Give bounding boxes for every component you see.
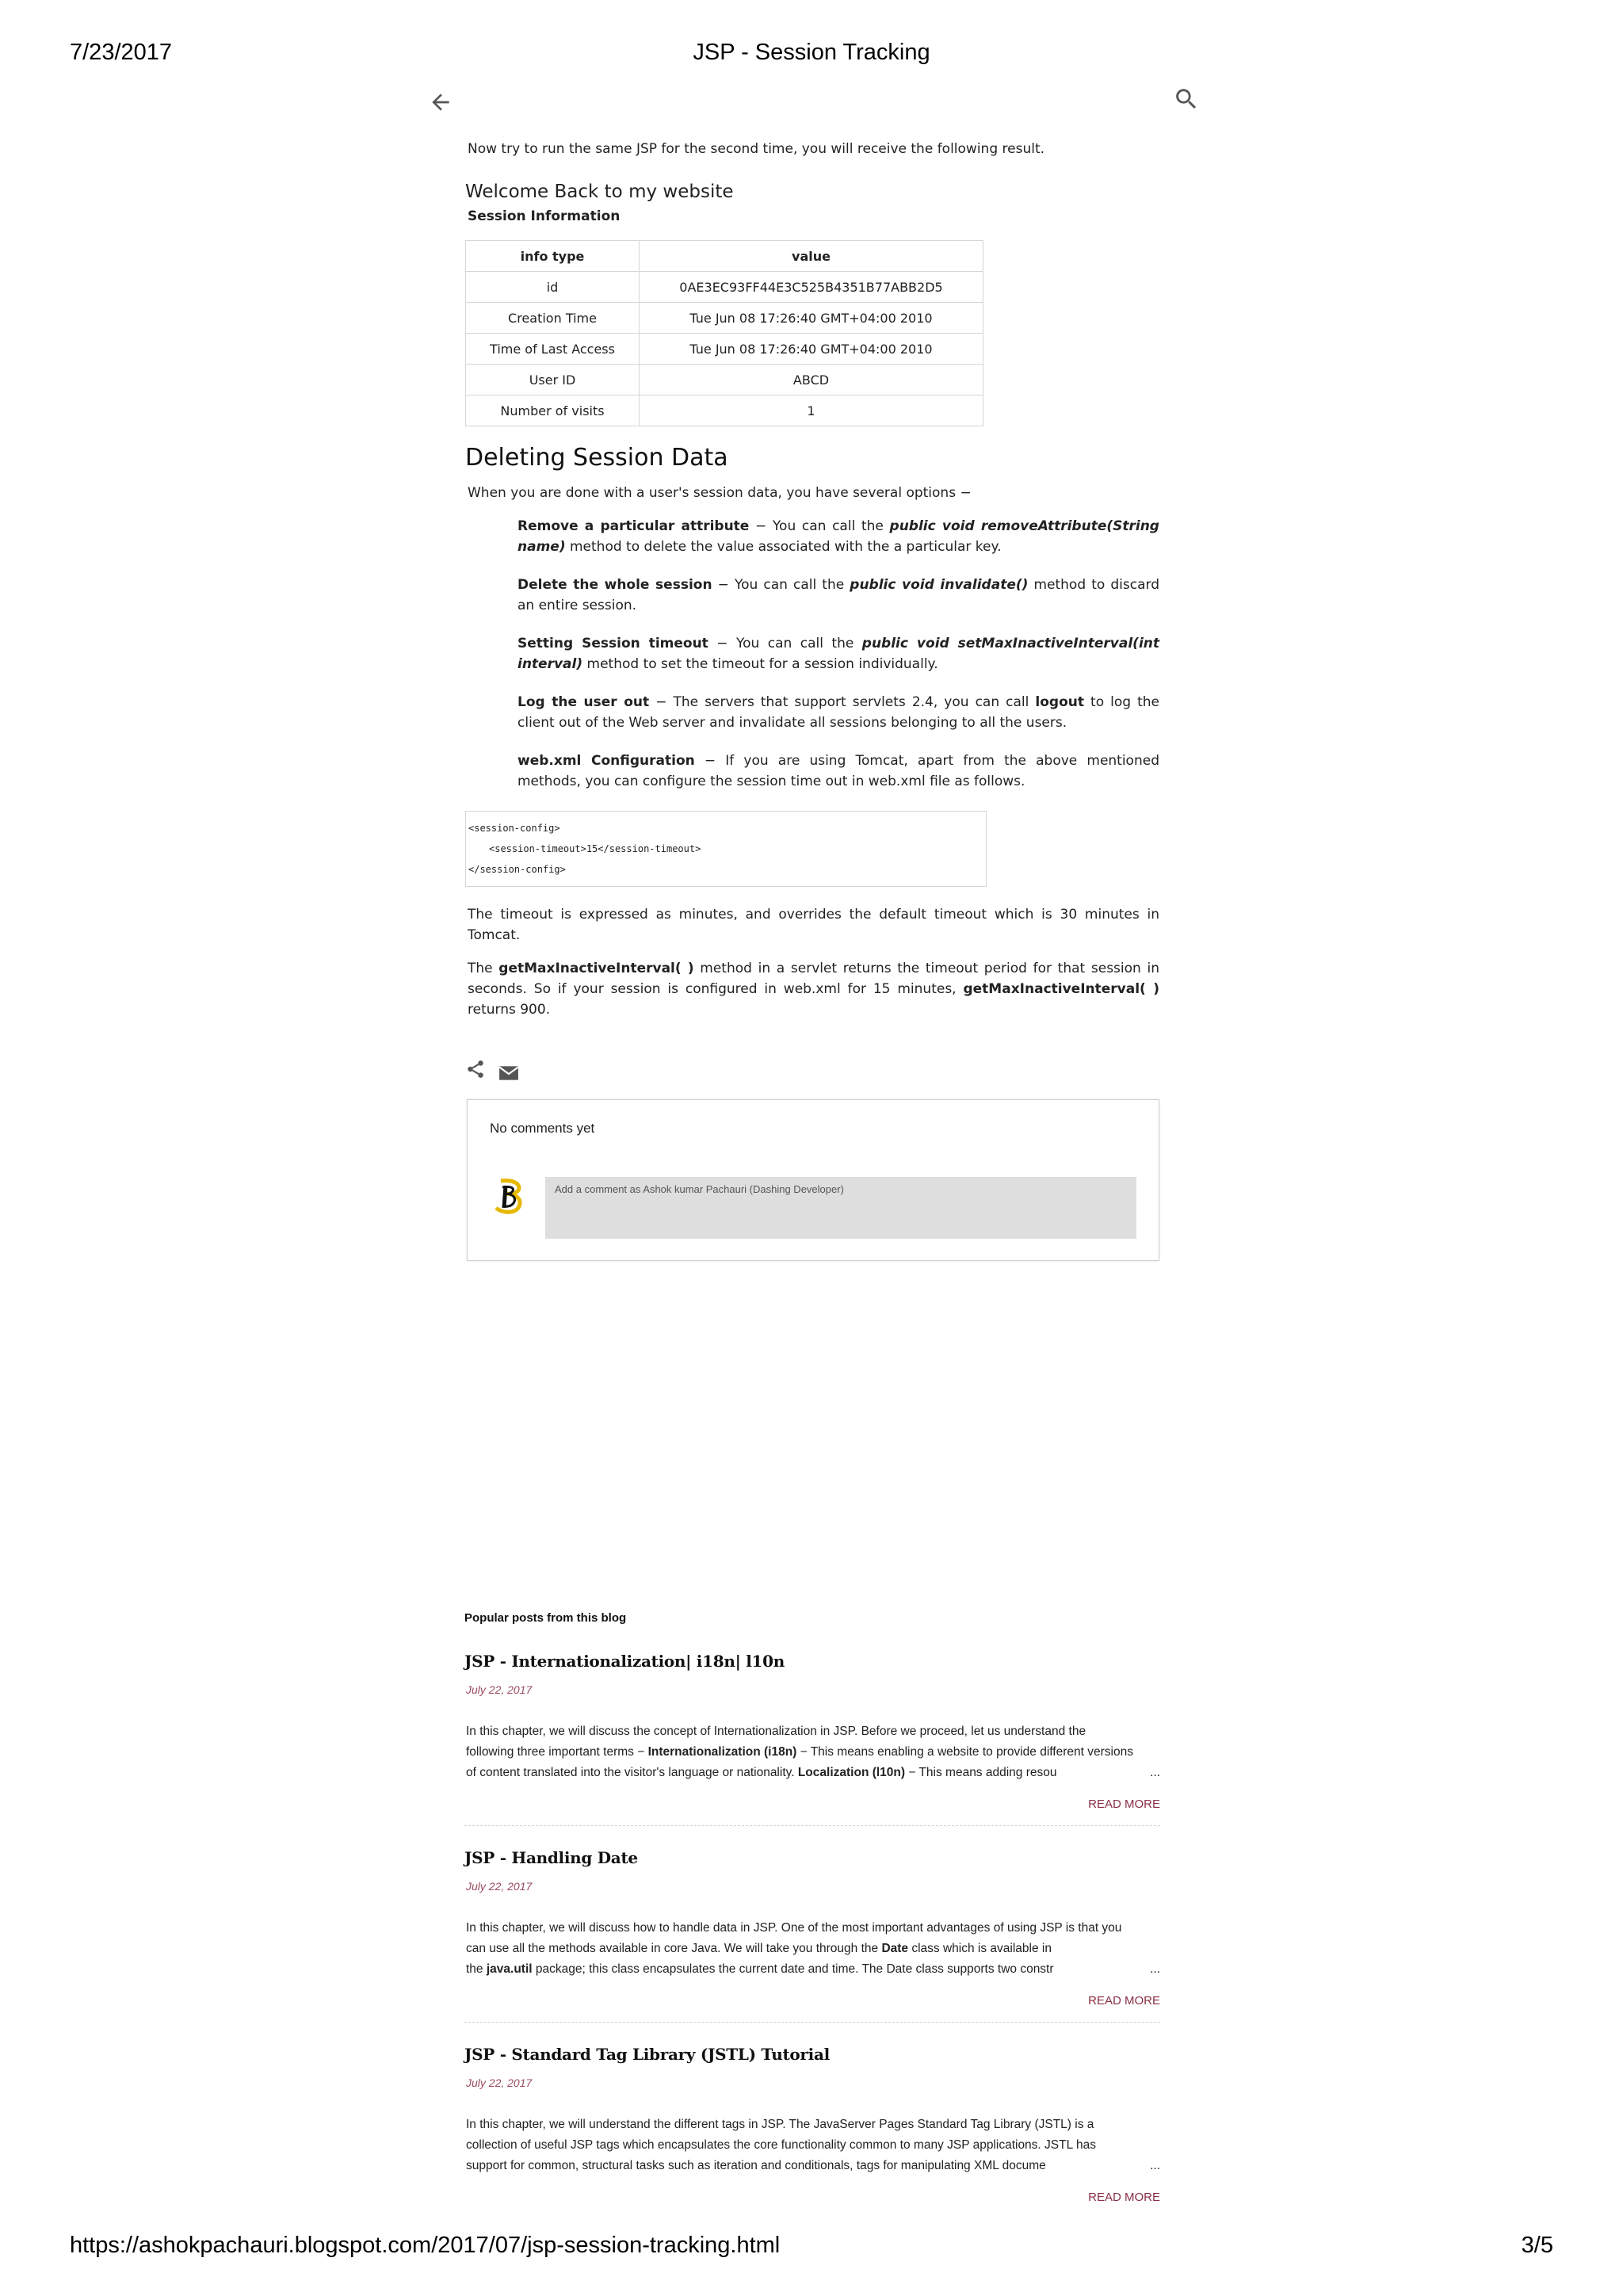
post-snippet: In this chapter, we will discuss how to handle data in JSP. One of the most important advantages of using JSP is that you can use all the methods available in core Java. We will take you through the Date class which is available in the java.util package; this class encapsulates the current date and time. The Date class supports two constr ...	[466, 1918, 1160, 1980]
option-text: to log the client out of the Web server and invalidate all sessions belonging to all the users.	[517, 694, 1159, 731]
table-cell: ABCD	[640, 365, 983, 395]
ellipsis: ...	[1145, 1959, 1160, 1980]
read-more-link[interactable]: READ MORE	[1088, 1994, 1160, 2008]
timeout-text: The timeout is expressed as minutes, and overrides the default timeout which is 30 minutes in Tomcat.	[468, 907, 1159, 943]
option-item	[517, 575, 1159, 616]
table-row	[466, 303, 983, 334]
email-icon[interactable]	[498, 1064, 519, 1082]
ellipsis: ...	[1145, 2156, 1160, 2176]
table-row	[466, 365, 983, 395]
option-text: − You can call the	[712, 577, 850, 593]
post-date: July 22, 2017	[466, 2076, 533, 2089]
post-date: July 22, 2017	[466, 1880, 533, 1893]
table-header-cell: info type	[466, 241, 640, 272]
table-row	[466, 395, 983, 426]
table-header-cell: value	[640, 241, 983, 272]
table-row	[466, 272, 983, 303]
option-item	[517, 516, 1159, 557]
session-info-label: Session Information	[468, 208, 621, 224]
post-title[interactable]: JSP - Internationalization| i18n| l10n	[464, 1652, 785, 1671]
option-item	[517, 633, 1159, 674]
ellipsis: ...	[1145, 1763, 1160, 1783]
table-row	[466, 334, 983, 365]
post-snippet: In this chapter, we will understand the different tags in JSP. The JavaServer Pages Standard Tag Library (JSTL) is a collection of useful JSP tags which encapsulates the core functionality common to many JSP applications. JSTL has support for common, structural tasks such as iteration and conditionals, tags for manipulating XML docume ...	[466, 2115, 1160, 2176]
deleting-intro-text: When you are done with a user's session data, you have several options −	[468, 485, 972, 501]
getmax-text: The getMaxInactiveInterval( ) method in a servlet returns the timeout period for that session in seconds. So if your session is configured in web.xml for 15 minutes, getMaxInactiveInterval( ) returns 900.	[468, 961, 1159, 1018]
post-title[interactable]: JSP - Handling Date	[464, 1848, 638, 1867]
read-more-link[interactable]: READ MORE	[1088, 2191, 1160, 2204]
option-item	[517, 692, 1159, 733]
print-url: https://ashokpachauri.blogspot.com/2017/07/jsp-session-tracking.html	[70, 2233, 781, 2258]
post-date: July 22, 2017	[466, 1683, 533, 1696]
popular-posts-heading: Popular posts from this blog	[464, 1611, 627, 1625]
option-method: logout	[1035, 694, 1084, 710]
table-cell: id	[466, 272, 640, 303]
option-text: − You can call the	[708, 636, 862, 651]
comments-section	[467, 1099, 1159, 1261]
option-text: − You can call the	[749, 518, 890, 534]
arrow-back-icon[interactable]	[428, 90, 453, 115]
option-method: public void invalidate()	[850, 577, 1029, 593]
code-line: <session-config>	[468, 823, 560, 834]
option-item	[517, 751, 1159, 792]
table-header-row	[466, 241, 983, 272]
option-text: − If you are using Tomcat, apart from the above mentioned methods, you can configure the session time out in web.xml file as follows.	[517, 753, 1159, 789]
print-date: 7/23/2017	[70, 40, 173, 65]
share-row	[465, 1058, 1159, 1087]
option-method: public void setMaxInactiveInterval(int interval)	[517, 636, 1160, 672]
table-cell: Number of visits	[466, 395, 640, 426]
print-page-number: 3/5	[1521, 2233, 1553, 2258]
post-title[interactable]: JSP - Standard Tag Library (JSTL) Tutorial	[464, 2045, 830, 2064]
comment-placeholder: Add a comment as Ashok kumar Pachauri (Dashing Developer)	[555, 1183, 844, 1195]
code-line: <session-timeout>15</session-timeout>	[489, 843, 701, 854]
table-cell: 1	[640, 395, 983, 426]
code-line: </session-config>	[468, 864, 566, 875]
option-title: Remove a particular attribute	[517, 518, 750, 534]
table-cell: Creation Time	[466, 303, 640, 334]
option-title: Setting Session timeout	[517, 636, 708, 651]
article-content	[465, 139, 1159, 1261]
option-title: web.xml Configuration	[517, 753, 695, 769]
option-text: − The servers that support servlets 2.4, you can call	[649, 694, 1036, 710]
avatar	[490, 1176, 531, 1217]
option-title: Log the user out	[517, 694, 650, 710]
table-cell: User ID	[466, 365, 640, 395]
table-cell: Tue Jun 08 17:26:40 GMT+04:00 2010	[640, 303, 983, 334]
table-cell: Time of Last Access	[466, 334, 640, 365]
welcome-heading: Welcome Back to my website	[465, 181, 734, 202]
table-cell: 0AE3EC93FF44E3C525B4351B77ABB2D5	[640, 272, 983, 303]
deleting-session-heading: Deleting Session Data	[465, 444, 728, 472]
post-item	[464, 1652, 1160, 1826]
print-title: JSP - Session Tracking	[693, 40, 930, 65]
post-item	[464, 2045, 1160, 2218]
table-cell: Tue Jun 08 17:26:40 GMT+04:00 2010	[640, 334, 983, 365]
option-method: public void removeAttribute(String name)	[517, 518, 1159, 555]
post-snippet: In this chapter, we will discuss the concept of Internationalization in JSP. Before we proceed, let us understand the following three important terms − Internationalization (i18n) − This means enabling a website to provide different versions of content translated into the visitor's language or nationality. Localization (l10n) − This means adding resou ...	[466, 1721, 1160, 1783]
read-more-link[interactable]: READ MORE	[1088, 1797, 1160, 1811]
option-text: method to discard an entire session.	[517, 577, 1159, 613]
option-text: method to set the timeout for a session individually.	[582, 656, 938, 672]
post-item	[464, 1848, 1160, 2023]
share-icon[interactable]	[465, 1058, 486, 1080]
no-comments-text: No comments yet	[490, 1121, 595, 1136]
code-block	[465, 811, 987, 887]
intro-text: Now try to run the same JSP for the second time, you will receive the following result.	[468, 141, 1045, 157]
option-title: Delete the whole session	[517, 577, 712, 593]
popular-posts	[464, 1611, 1160, 2241]
search-icon[interactable]	[1173, 86, 1200, 113]
option-text: method to delete the value associated with the a particular key.	[565, 539, 1002, 555]
session-info-table	[465, 240, 983, 426]
comment-input[interactable]	[545, 1177, 1136, 1239]
